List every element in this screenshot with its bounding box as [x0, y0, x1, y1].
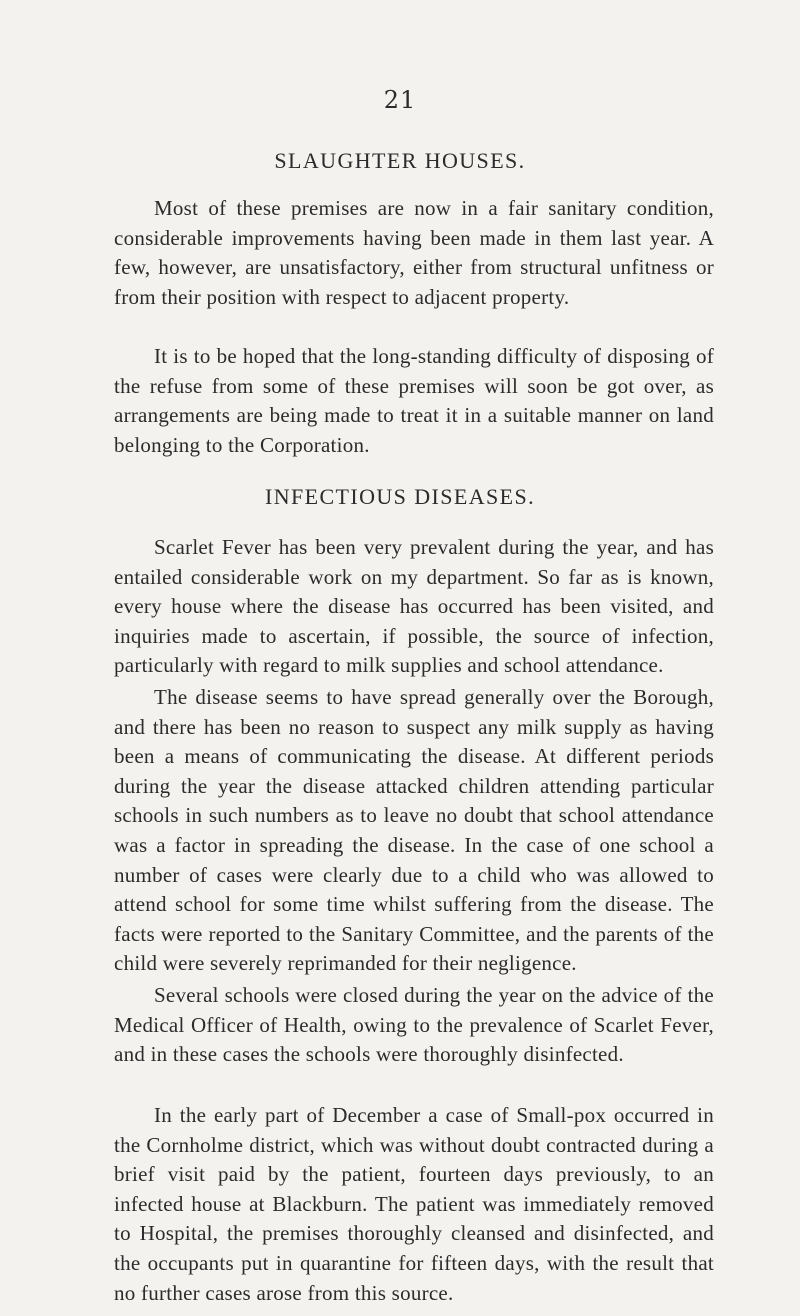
- paragraph: Scarlet Fever has been very prevalent during the year, and has entailed considerable work on my department. So far as is known, every house where the disease has occurred has been visited, and inquiries made to ascertain, if possible, the source of infection, particularly with regard to milk supplies and school attendance.: [114, 535, 714, 678]
- paragraph: The disease seems to have spread generally over the Borough, and there has been no reason to suspect any milk supply as having been a means of communicating the disease. At different periods during the year the disease attacked children attending particular schools in such numbers as to leave no doubt that school attendance was a factor in spreading the disease. In the case of one school a number of cases were clearly due to a child who was allowed to attend school for some time whilst suffering from the disease. The facts were reported to the Sanitary Committee, and the parents of the child were severely reprimanded for their negligence.: [114, 685, 714, 976]
- paragraph: Several schools were closed during the year on the advice of the Medical Officer of Health, owing to the prevalence of Scarlet Fever, and in these cases the schools were thoroughly disinfected.: [114, 983, 714, 1067]
- paragraph: In the early part of December a case of Small-pox occurred in the Cornholme district, which was without doubt contracted during a brief visit paid by the patient, fourteen days previously, to an infected house at Blackburn. The patient was immediately removed to Hospital, the premises thoroughly cleansed and disinfected, and the occupants put in quarantine for fifteen days, with the result that no further cases arose from this source.: [114, 1103, 714, 1305]
- section-heading-slaughter-houses: SLAUGHTER HOUSES.: [274, 148, 526, 173]
- page-number: 21: [383, 86, 417, 114]
- section-heading-infectious-diseases: INFECTIOUS DISEASES.: [264, 484, 536, 509]
- paragraph: Most of these premises are now in a fair sanitary condition, considerable improvements having been made in them last year. A few, however, are unsatisfactory, either from structural unfitness or from their position with respect to adjacent property.: [114, 196, 714, 309]
- paragraph: It is to be hoped that the long-standing difficulty of disposing of the refuse from some of these premises will soon be got over, as arrangements are being made to treat it in a suitable manner on land belonging to the Corporation.: [114, 344, 714, 457]
